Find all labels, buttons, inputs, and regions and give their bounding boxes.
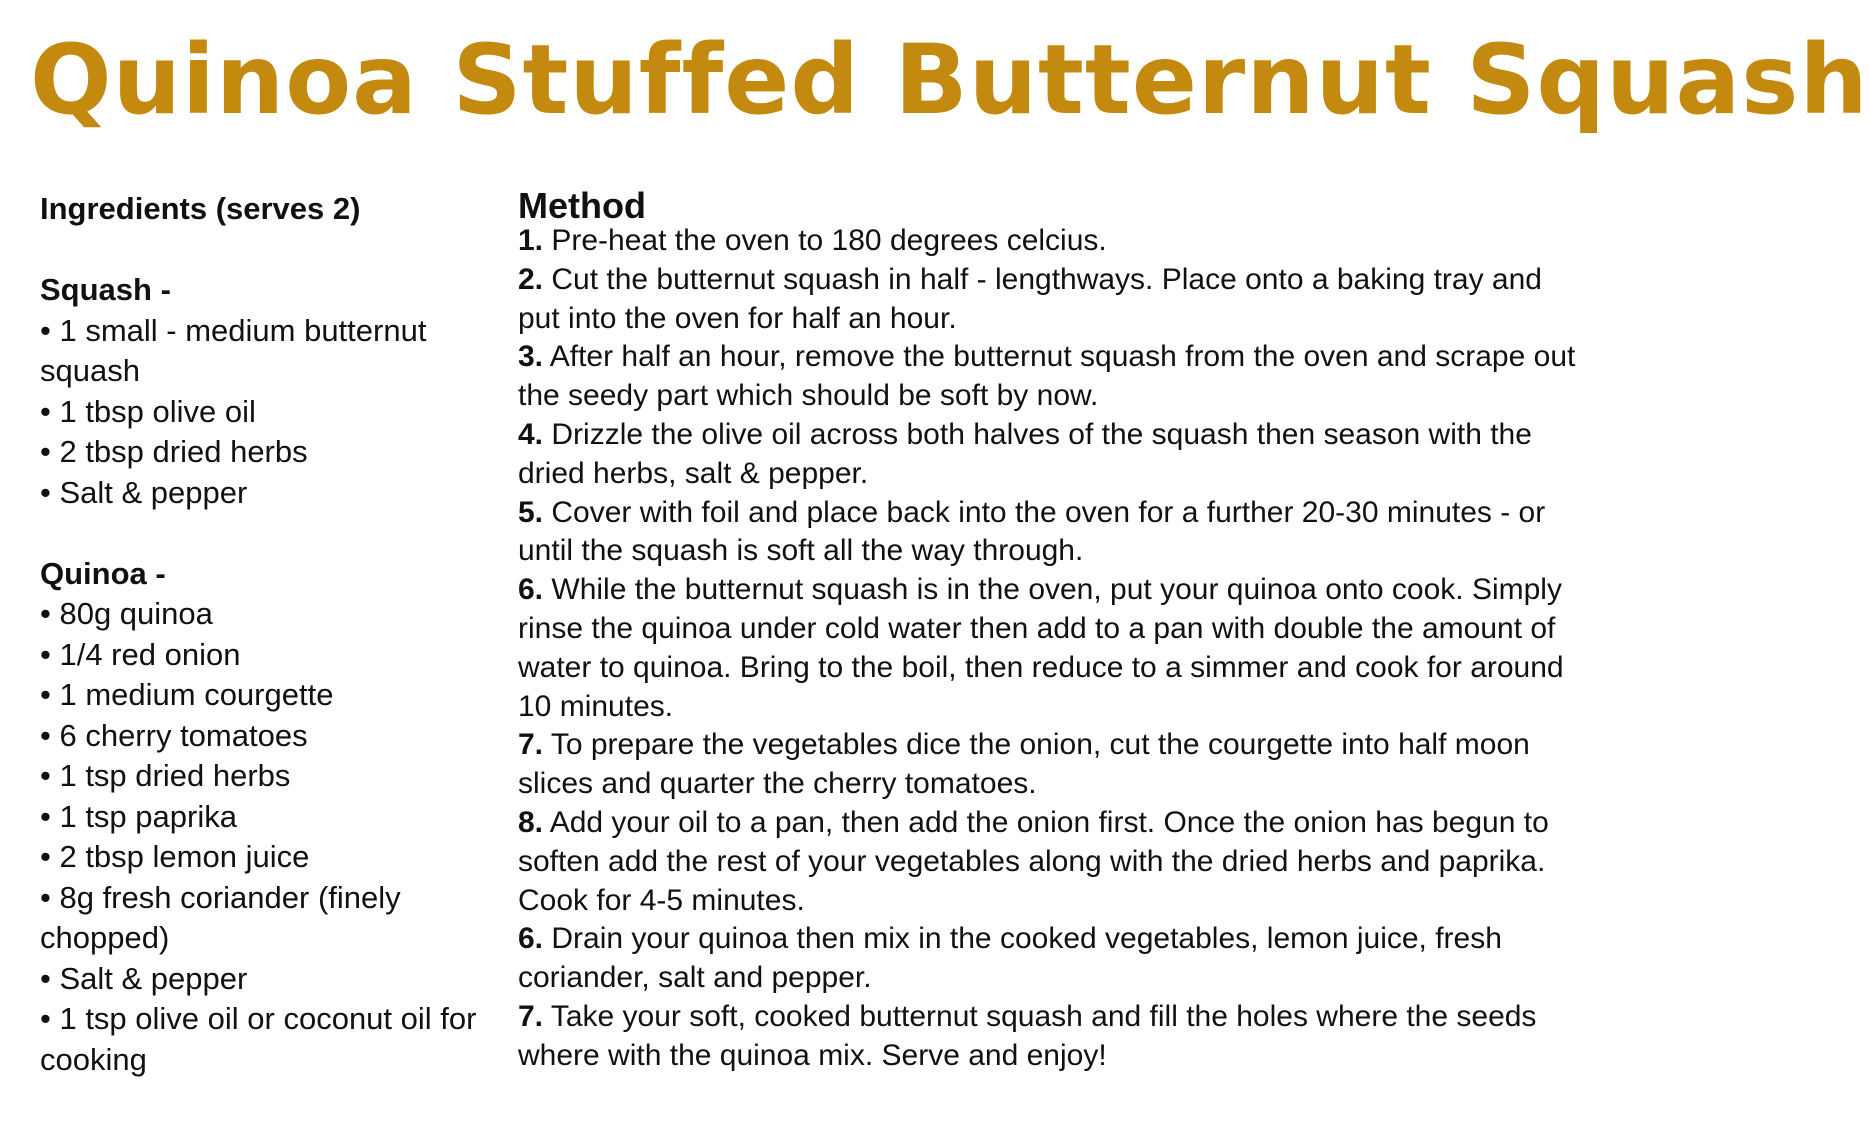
step-text: Cover with foil and place back into the oven for a further 20-30 minutes - or until the squash is soft all the way through. <box>518 495 1546 568</box>
ingredient-item: • 1/4 red onion <box>40 635 480 676</box>
step-text: Drain your quinoa then mix in the cooked vegetables, lemon juice, fresh coriander, salt and pepper. <box>518 922 1502 995</box>
squash-ingredient-list <box>40 311 480 514</box>
step-number: 6. <box>518 922 544 956</box>
step-text: To prepare the vegetables dice the onion, cut the courgette into half moon slices and quarter the cherry tomatoes. <box>518 728 1530 801</box>
ingredient-item: • 1 tsp paprika <box>40 797 480 838</box>
step-text: Drizzle the olive oil across both halves of the squash then season with the dried herbs, salt & pepper. <box>518 417 1532 490</box>
ingredient-item: • 1 small - medium butternut squash <box>40 311 480 392</box>
step-text: Cut the butternut squash in half - lengthways. Place onto a baking tray and put into the oven for half an hour. <box>518 262 1542 335</box>
step-number: 7. <box>518 728 544 762</box>
ingredient-item: • Salt & pepper <box>40 959 480 1000</box>
ingredients-column <box>40 189 480 1080</box>
method-step <box>518 261 1578 339</box>
step-text: After half an hour, remove the butternut squash from the oven and scrape out the seedy part which should be soft by now. <box>518 340 1576 413</box>
method-step <box>518 222 1578 261</box>
method-step <box>518 494 1578 572</box>
quinoa-section-heading: Quinoa - <box>40 555 166 591</box>
step-text: While the butternut squash is in the oven, put your quinoa onto cook. Simply rinse the quinoa under cold water then add to a pan with double the amount of water to quinoa. Bring to the boil, then reduce to a simmer and cook for around 10 minutes. <box>518 573 1564 723</box>
method-step <box>518 804 1578 920</box>
method-step <box>518 571 1578 726</box>
ingredient-item: • 80g quinoa <box>40 594 480 635</box>
quinoa-ingredient-list <box>40 594 480 1080</box>
ingredient-item: • 1 tsp dried herbs <box>40 756 480 797</box>
step-number: 7. <box>518 999 544 1033</box>
method-column <box>518 182 1578 1076</box>
spacer <box>40 230 480 271</box>
ingredient-item: • Salt & pepper <box>40 473 480 514</box>
squash-section-heading: Squash - <box>40 272 171 307</box>
step-number: 1. <box>518 224 544 257</box>
ingredient-item: • 1 tbsp olive oil <box>40 392 480 433</box>
step-number: 2. <box>518 262 544 296</box>
ingredient-item: • 8g fresh coriander (finely chopped) <box>40 878 480 959</box>
step-text: Pre-heat the oven to 180 degrees celcius. <box>551 224 1107 257</box>
step-number: 4. <box>518 417 544 451</box>
method-step <box>518 998 1578 1076</box>
step-number: 8. <box>518 805 544 839</box>
step-number: 6. <box>518 573 544 607</box>
step-number: 3. <box>518 340 544 374</box>
method-step <box>518 726 1578 804</box>
method-step <box>518 338 1578 416</box>
ingredients-heading: Ingredients (serves 2) <box>40 191 361 226</box>
ingredient-item: • 6 cherry tomatoes <box>40 716 480 757</box>
ingredient-item: • 2 tbsp lemon juice <box>40 837 480 878</box>
ingredient-item: • 1 tsp olive oil or coconut oil for cooking <box>40 999 480 1080</box>
step-number: 5. <box>518 495 544 529</box>
ingredient-item: • 1 medium courgette <box>40 675 480 716</box>
recipe-title: Quinoa Stuffed Butternut Squash <box>30 24 1869 136</box>
step-text: Add your oil to a pan, then add the onion first. Once the onion has begun to soften add the rest of your vegetables along with the dried herbs and paprika. Cook for 4-5 minutes. <box>518 805 1549 917</box>
spacer <box>40 513 480 554</box>
method-step <box>518 416 1578 494</box>
method-heading: Method <box>518 185 646 226</box>
step-text: Take your soft, cooked butternut squash and fill the holes where the seeds where with the quinoa mix. Serve and enjoy! <box>518 999 1537 1072</box>
method-step <box>518 920 1578 998</box>
method-steps <box>518 222 1578 1076</box>
ingredient-item: • 2 tbsp dried herbs <box>40 432 480 473</box>
